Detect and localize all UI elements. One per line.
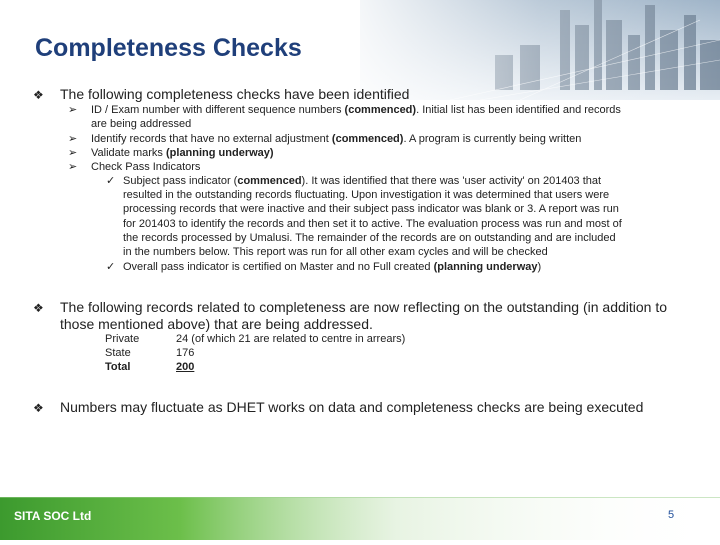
check-item: Subject pass indicator (commenced). It was identified that there was 'user activity' on 201403 that resulted in the outstanding records fluctuating. Upon investigation it was determined that users were processing records that were inactive and their subject pass indicator was blank or 3. A report was run for 201403 to identify the records and then set it to active. The evaluation process was run and most of the records processed by Umalusi. The remainder of the records are on outstanding and are included in the numbers below. This report was run for all other exam cycles and will be checked [123,175,622,259]
arrow-bullet-icon: ➢ [68,147,78,159]
sub-item: ID / Exam number with different sequence numbers (commenced). Initial list has been identified and records are being addressed [91,104,621,131]
checkmark-icon: ✓ [106,261,116,273]
records-value: 24 (of which 21 are related to centre in arrears) [176,333,406,345]
arrow-bullet-icon: ➢ [68,133,78,145]
diamond-bullet-icon: ❖ [33,401,44,415]
bullet-text: Numbers may fluctuate as DHET works on data and completeness checks are being executed [60,399,644,415]
sub-item: Check Pass Indicators [91,161,201,173]
arrow-bullet-icon: ➢ [68,161,78,173]
company-name: SITA SOC Ltd [14,509,92,523]
records-label: State [105,347,131,359]
diamond-bullet-icon: ❖ [33,301,44,315]
page-title: Completeness Checks [35,34,302,62]
records-total-label: Total [105,361,131,373]
records-value: 176 [176,347,195,359]
sub-item: Validate marks (planning underway) [91,147,274,159]
bullet-text: The following records related to completeness are now reflecting on the outstanding (in addition to those mentioned above) that are being addressed. [60,299,668,332]
sub-item: Identify records that have no external adjustment (commenced). A program is currently being written [91,133,582,145]
arrow-bullet-icon: ➢ [68,104,78,116]
checkmark-icon: ✓ [106,175,116,187]
footer-bar [0,497,720,540]
diamond-bullet-icon: ❖ [33,88,44,102]
check-item: Overall pass indicator is certified on Master and no Full created (planning underway) [123,261,542,273]
page-number: 5 [668,509,675,521]
bullet-text: The following completeness checks have been identified [60,86,410,102]
records-label: Private [105,333,140,345]
records-total-value: 200 [176,361,195,373]
